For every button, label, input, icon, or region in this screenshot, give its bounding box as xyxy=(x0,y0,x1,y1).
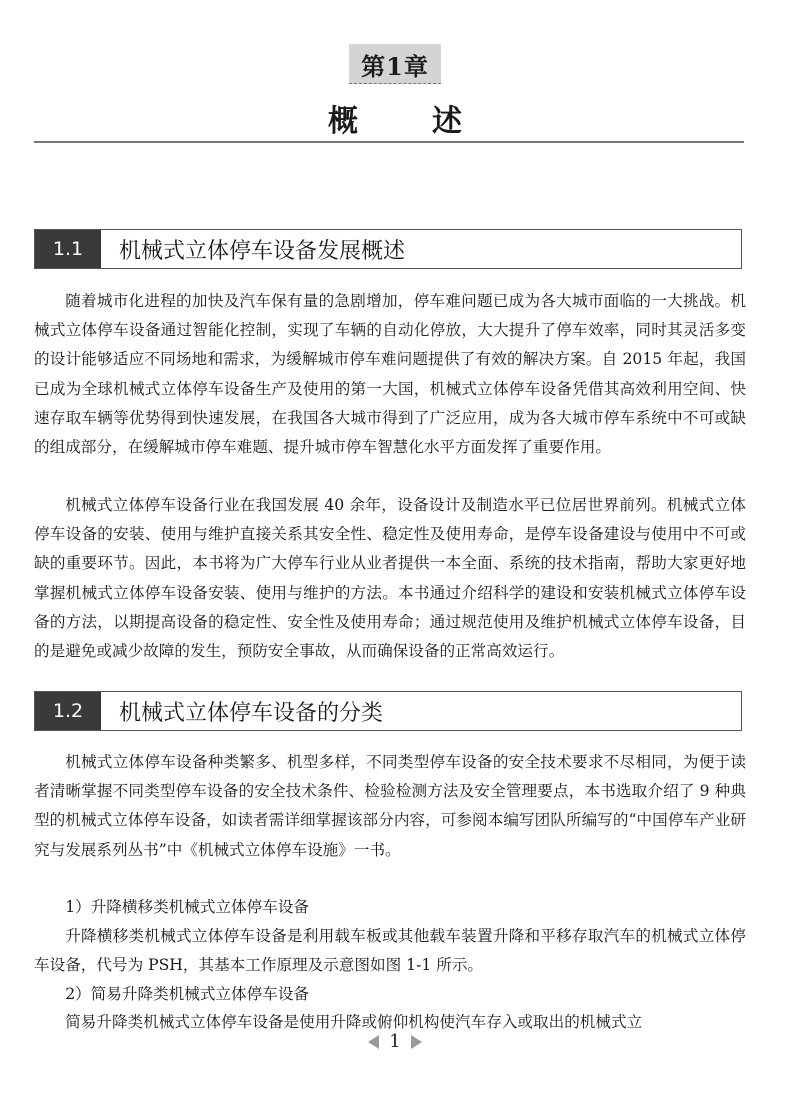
list-heading: 2）简易升降类机械式立体停车设备 xyxy=(65,985,310,1003)
paragraph: 机械式立体停车设备种类繁多、机型多样，不同类型停车设备的安全技术要求不尽相同，为便于读者清晰掌握不同类型停车设备的安全技术条件、检验检测方法及安全管理要点，本书选取介绍了 9 种典型的机械式立体停车设备，如读者需详细掌握该部分内容，可参阅本编写团队所编写的“中国停车产业研究与发展系列丛书”中《机械式立体停车设施》一书。 xyxy=(34,753,746,859)
page-footer xyxy=(0,1031,790,1052)
section-heading-1-1 xyxy=(34,229,742,269)
section-heading-1-2 xyxy=(34,691,742,731)
chapter-number: 第1章 xyxy=(349,44,441,84)
chapter-title-char: 概 xyxy=(328,104,358,139)
paragraph: 升降横移类机械式立体停车设备是利用载车板或其他载车装置升降和平移存取汽车的机械式立体停车设备，代号为 PSH，其基本工作原理及示意图如图 1-1 所示。 xyxy=(34,927,746,975)
page-number: 1 xyxy=(389,1031,401,1052)
chapter-title xyxy=(0,96,790,140)
section-number: 1.1 xyxy=(35,230,101,268)
chapter-label xyxy=(0,44,790,84)
list-heading: 1）升降横移类机械式立体停车设备 xyxy=(65,898,310,916)
chapter-divider xyxy=(34,141,744,143)
paragraph: 简易升降类机械式立体停车设备是使用升降或俯仰机构使汽车存入或取出的机械式立 xyxy=(65,1013,643,1030)
paragraph: 随着城市化进程的加快及汽车保有量的急剧增加，停车难问题已成为各大城市面临的一大挑战。机械式立体停车设备通过智能化控制，实现了车辆的自动化停放，大大提升了停车效率，同时其灵活多变的设计能够适应不同场地和需求，为缓解城市停车难问题提供了有效的解决方案。自 2015 年起，我国已成为全球机械式立体停车设备生产及使用的第一大国，机械式立体停车设备凭借其高效利用空间、快速存取车辆等优势得到快速发展，在我国各大城市得到了广泛应用，成为各大城市停车系统中不可或缺的组成部分，在缓解城市停车难题、提升城市停车智慧化水平方面发挥了重要作用。 xyxy=(34,292,746,457)
chapter-title-char: 述 xyxy=(432,104,462,139)
section-title: 机械式立体停车设备的分类 xyxy=(119,700,384,726)
section-number: 1.2 xyxy=(35,692,101,730)
triangle-left-icon xyxy=(368,1035,379,1049)
triangle-right-icon xyxy=(411,1035,422,1049)
section-title: 机械式立体停车设备发展概述 xyxy=(119,238,406,264)
paragraph: 机械式立体停车设备行业在我国发展 40 余年，设备设计及制造水平已位居世界前列。机械式立体停车设备的安装、使用与维护直接关系其安全性、稳定性及使用寿命，是停车设备建设与使用中不可或缺的重要环节。因此，本书将为广大停车行业从业者提供一本全面、系统的技术指南，帮助大家更好地掌握机械式立体停车设备安装、使用与维护的方法。本书通过介绍科学的建设和安装机械式立体停车设备的方法，以期提高设备的稳定性、安全性及使用寿命；通过规范使用及维护机械式立体停车设备，目的是避免或减少故障的发生，预防安全事故，从而确保设备的正常高效运行。 xyxy=(34,496,746,661)
